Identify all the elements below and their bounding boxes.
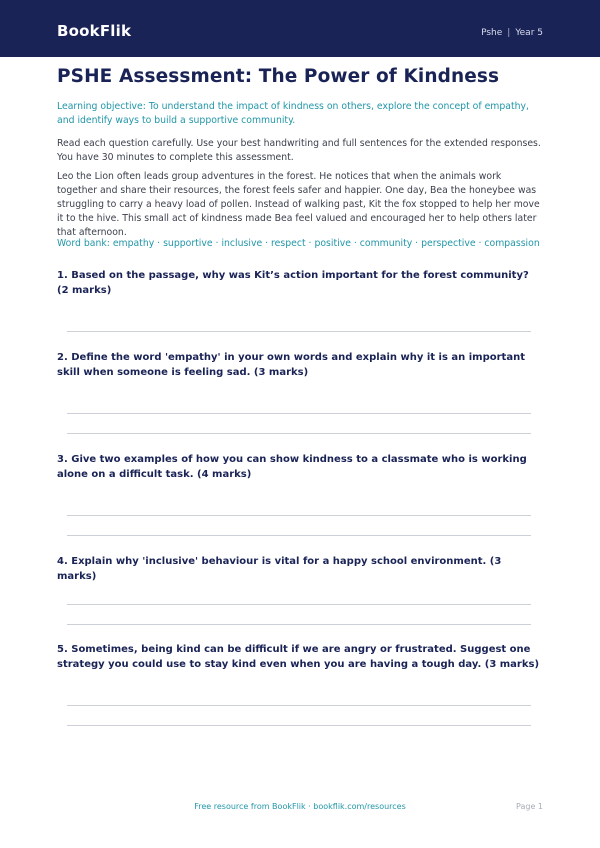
answer-line[interactable]	[67, 604, 531, 605]
learning-objective: Learning objective: To understand the impact of kindness on others, explore the concept of empathy, and identify ways to build a supportive community.	[57, 101, 529, 126]
answer-line[interactable]	[67, 331, 531, 332]
answer-line[interactable]	[67, 433, 531, 434]
answer-line[interactable]	[67, 535, 531, 536]
reading-passage: Leo the Lion often leads group adventures in the forest. He notices that when the animals work together and share their resources, the forest feels safer and happier. One day, Bea the honeybee was struggling to carry a heavy load of pollen. Instead of walking past, Kit the fox stopped to help her move it to the hive. This small act of kindness made Bea feel valued and encouraged her to help others later that afternoon.	[57, 171, 540, 238]
meta-separator: |	[507, 28, 511, 38]
year-label: Year 5	[515, 28, 543, 38]
answer-line[interactable]	[67, 705, 531, 706]
answer-line[interactable]	[67, 725, 531, 726]
page-header	[0, 0, 600, 57]
word-bank: Word bank: empathy · supportive · inclusive · respect · positive · community · perspective · compassion	[57, 238, 540, 249]
answer-line[interactable]	[67, 413, 531, 414]
answer-line[interactable]	[67, 515, 531, 516]
question-2: 2. Define the word 'empathy' in your own words and explain why it is an important skill when someone is feeling sad. (3 marks)	[57, 352, 525, 378]
page-title: PSHE Assessment: The Power of Kindness	[57, 66, 500, 87]
question-4: 4. Explain why 'inclusive' behaviour is vital for a happy school environment. (3 marks)	[57, 556, 502, 582]
subject-label: Pshe	[481, 28, 503, 38]
question-3: 3. Give two examples of how you can show kindness to a classmate who is working alone on a difficult task. (4 marks)	[57, 454, 527, 480]
answer-line[interactable]	[67, 624, 531, 625]
question-5: 5. Sometimes, being kind can be difficult if we are angry or frustrated. Suggest one strategy you could use to stay kind even when you are having a tough day. (3 marks)	[57, 644, 540, 670]
header-meta	[481, 28, 543, 38]
instructions: Read each question carefully. Use your best handwriting and full sentences for the extended responses. You have 30 minutes to complete this assessment.	[57, 138, 541, 163]
question-1: 1. Based on the passage, why was Kit’s action important for the forest community? (2 marks)	[57, 270, 529, 296]
footer-resource-link[interactable]: Free resource from BookFlik · bookflik.com/resources	[194, 802, 406, 811]
brand-logo: BookFlik	[57, 22, 132, 40]
page-number: Page 1	[516, 802, 543, 811]
